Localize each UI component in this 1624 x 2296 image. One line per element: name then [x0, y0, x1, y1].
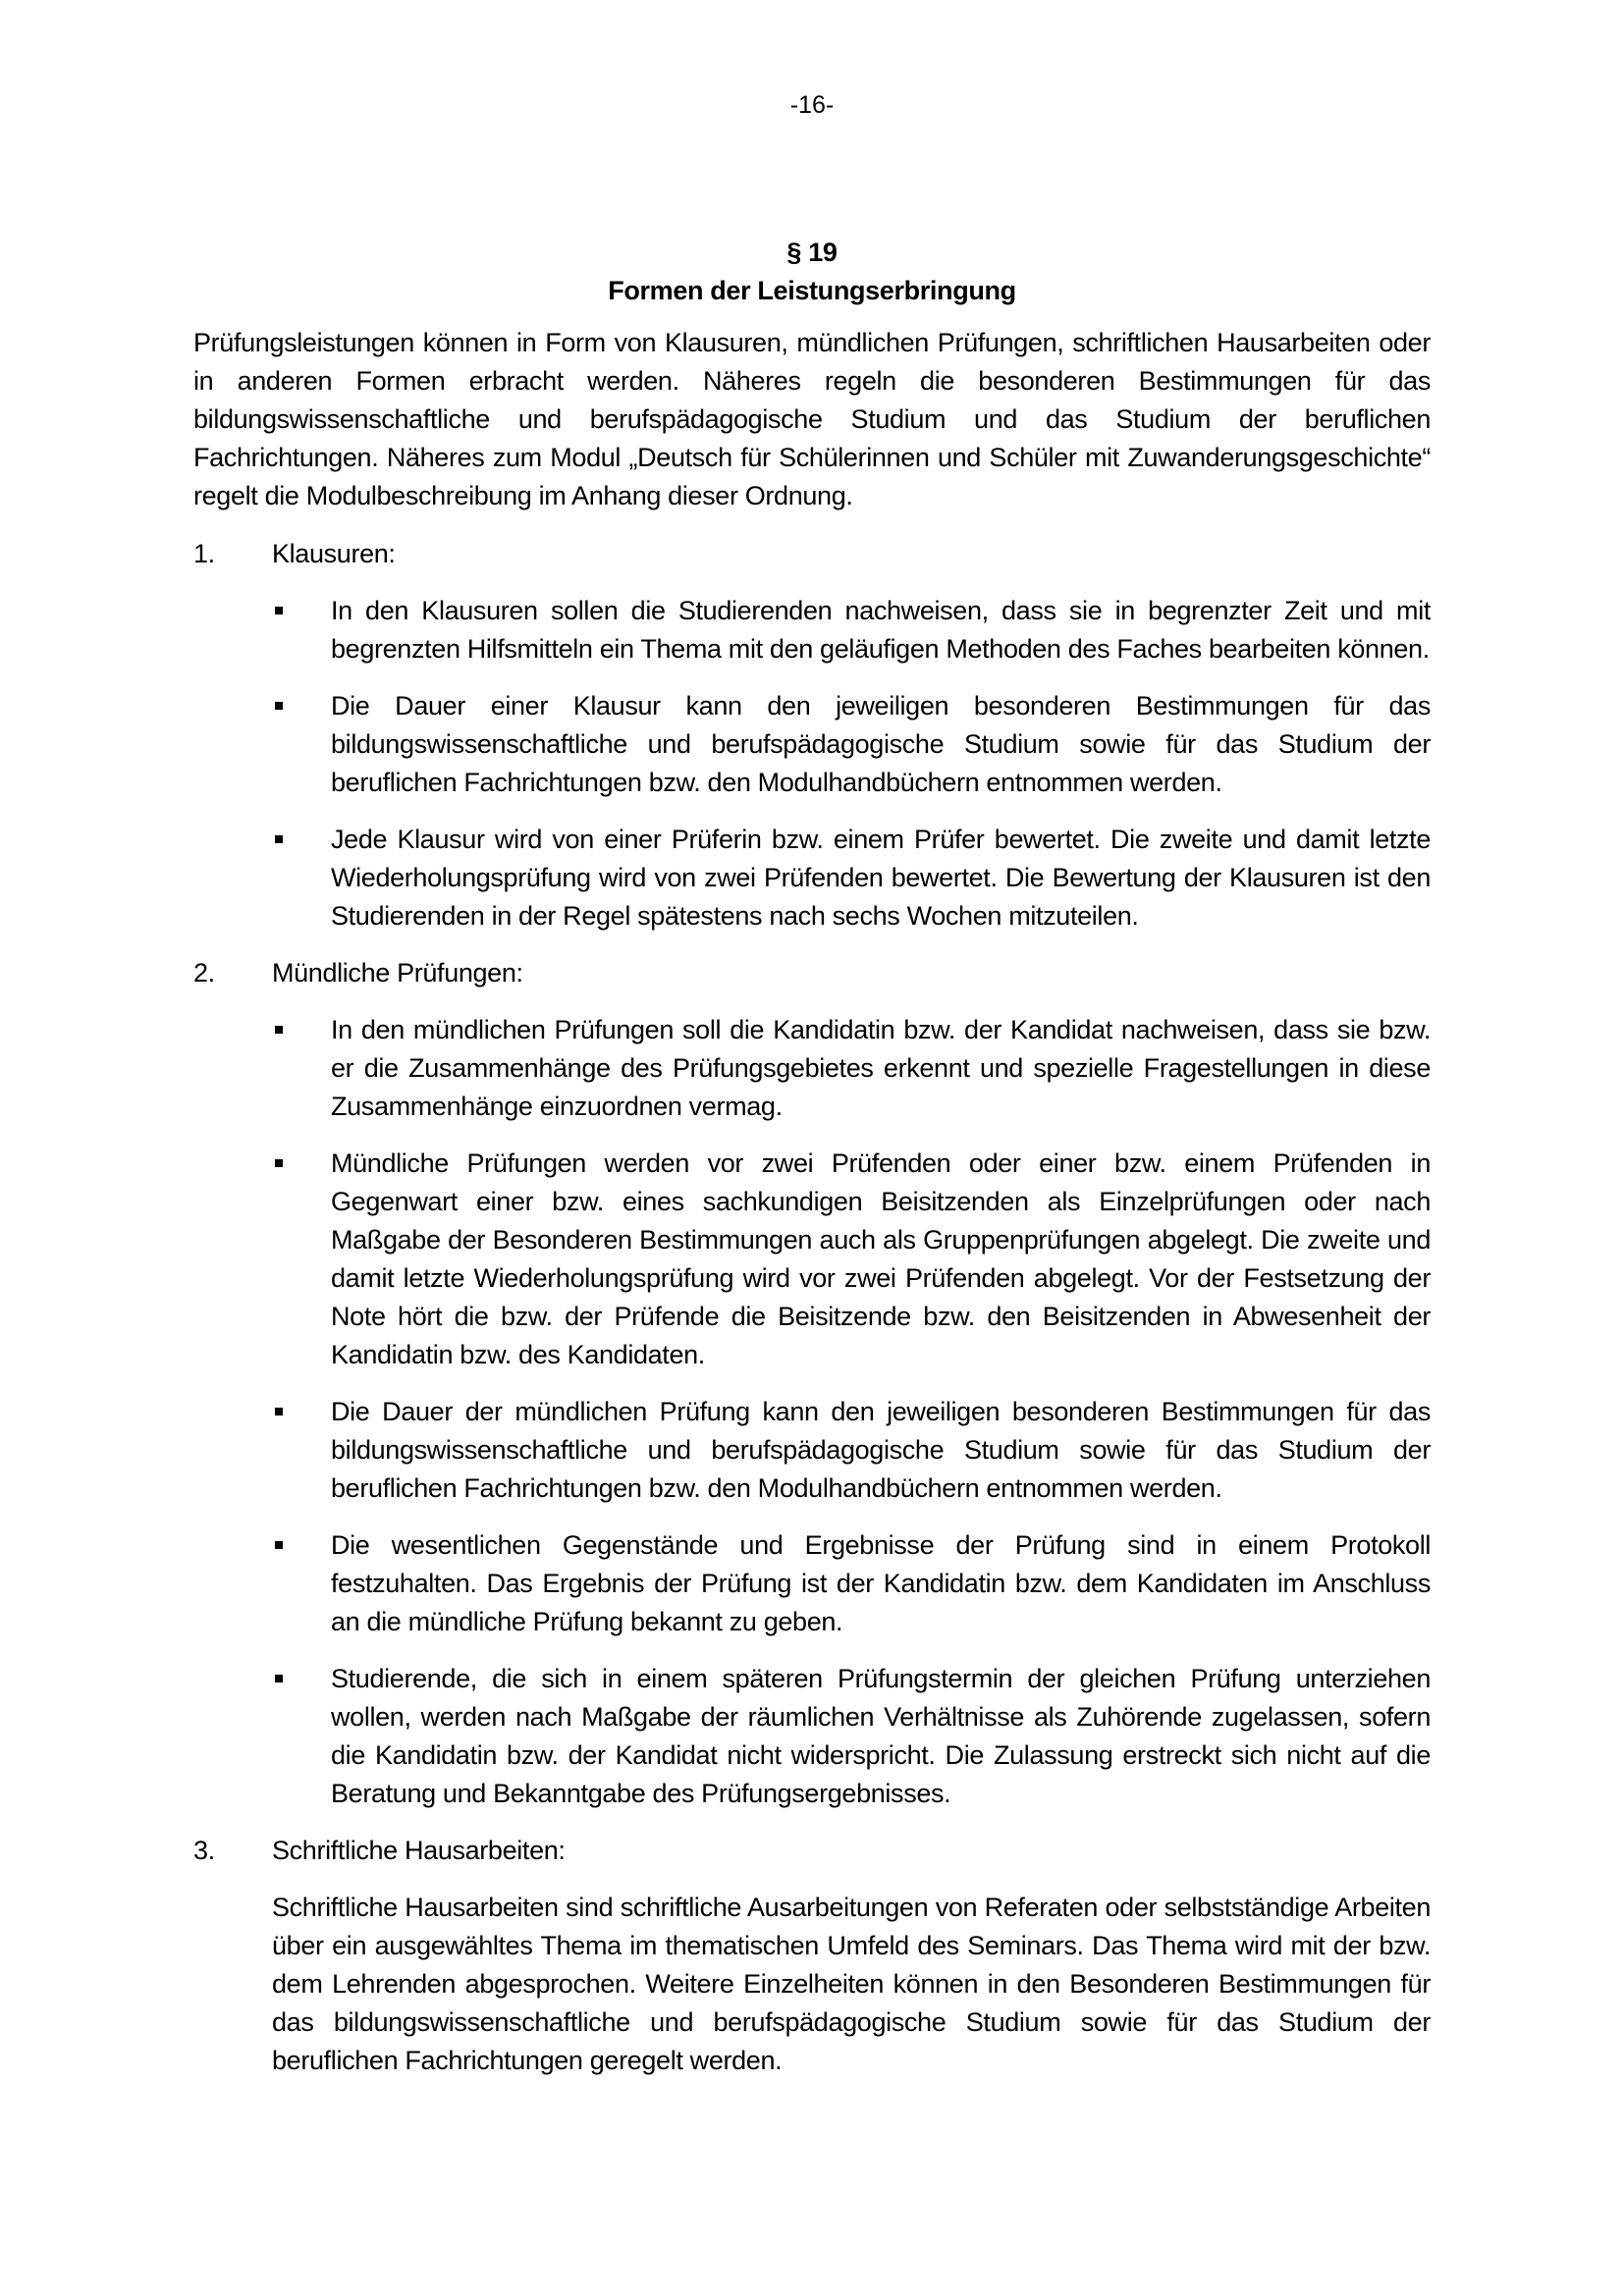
- square-bullet-icon: [272, 687, 292, 725]
- list-item-text: Jede Klausur wird von einer Prüferin bzw. einem Prüfer bewertet. Die zweite und damit letzte Wiederholungsprüfung wird von zwei Prüfenden bewertet. Die Bewertung der Klausuren ist den Studierenden in der Regel spätestens nach sechs Wochen mitzuteilen.: [331, 825, 1431, 931]
- section-muendliche-pruefungen-list: [193, 1011, 1431, 1813]
- section-number: 1.: [193, 539, 215, 568]
- section-hausarbeiten-body: Schriftliche Hausarbeiten sind schriftliche Ausarbeitungen von Referaten oder selbstständige Arbeiten über ein ausgewähltes Thema im thematischen Umfeld des Seminars. Das Thema wird mit der bzw. dem Lehrenden abgesprochen. Weitere Einzelheiten können in den Besonderen Bestimmungen für das bildungswissenschaftliche und berufspädagogische Studium sowie für das Studium der beruflichen Fachrichtungen geregelt werden.: [272, 1893, 1431, 2075]
- section-muendliche-pruefungen-title: [193, 954, 1431, 992]
- section-label: Klausuren:: [272, 539, 396, 568]
- document-body: [193, 234, 1431, 2080]
- square-bullet-icon: [272, 821, 292, 859]
- square-bullet-icon: [272, 1011, 292, 1049]
- list-item-text: Die Dauer einer Klausur kann den jeweiligen besonderen Bestimmungen für das bildungswissenschaftliche und berufspädagogische Studium sowie für das Studium der beruflichen Fachrichtungen bzw. den Modulhandbüchern entnommen werden.: [331, 691, 1431, 797]
- list-item-text: Mündliche Prüfungen werden vor zwei Prüfenden oder einer bzw. einem Prüfenden in Gegenwart einer bzw. eines sachkundigen Beisitzenden als Einzelprüfungen oder nach Maßgabe der Besonderen Bestimmungen auch als Gruppenprüfungen abgelegt. Die zweite und damit letzte Wiederholungsprüfung wird vor zwei Prüfenden abgelegt. Vor der Festsetzung der Note hört die bzw. der Prüfende die Beisitzende bzw. den Beisitzenden in Abwesenheit der Kandidatin bzw. des Kandidaten.: [331, 1148, 1431, 1369]
- square-bullet-icon: [272, 1526, 292, 1565]
- list-item-text: Die wesentlichen Gegenstände und Ergebnisse der Prüfung sind in einem Protokoll festzuhalten. Das Ergebnis der Prüfung ist der Kandidatin bzw. dem Kandidaten im Anschluss an die mündliche Prüfung bekannt zu geben.: [331, 1530, 1431, 1636]
- paragraph-title: Formen der Leistungserbringung: [608, 276, 1016, 305]
- list-item-text: Die Dauer der mündlichen Prüfung kann den jeweiligen besonderen Bestimmungen für das bildungswissenschaftliche und berufspädagogische Studium sowie für das Studium der beruflichen Fachrichtungen bzw. den Modulhandbüchern entnommen werden.: [331, 1397, 1431, 1503]
- paragraph-number: § 19: [786, 238, 838, 267]
- list-item-text: In den Klausuren sollen die Studierenden nachweisen, dass sie in begrenzter Zeit und mit begrenzten Hilfsmitteln ein Thema mit den geläufigen Methoden des Faches bearbeiten können.: [331, 596, 1431, 664]
- list-item: [331, 1660, 1431, 1813]
- page-number: -16-: [789, 91, 835, 119]
- square-bullet-icon: [272, 592, 292, 630]
- section-heading: [193, 234, 1431, 310]
- list-item: [331, 1526, 1431, 1641]
- section-label: Schriftliche Hausarbeiten:: [272, 1836, 566, 1865]
- list-item: [331, 1393, 1431, 1508]
- list-item: [331, 821, 1431, 935]
- list-item: [331, 1011, 1431, 1126]
- section-number: 3.: [193, 1836, 215, 1865]
- list-item: [331, 1145, 1431, 1374]
- list-item: [331, 592, 1431, 668]
- section-number: 2.: [193, 958, 215, 988]
- list-item-text: In den mündlichen Prüfungen soll die Kandidatin bzw. der Kandidat nachweisen, dass sie bzw. er die Zusammenhänge des Prüfungsgebietes erkennt und spezielle Fragestellungen in diese Zusammenhänge einzuordnen vermag.: [331, 1015, 1431, 1121]
- intro-paragraph: Prüfungsleistungen können in Form von Klausuren, mündlichen Prüfungen, schriftlichen Hausarbeiten oder in anderen Formen erbracht werden. Näheres regeln die besonderen Bestimmungen für das bildungswissenschaftliche und berufspädagogische Studium und das Studium der beruflichen Fachrichtungen. Näheres zum Modul „Deutsch für Schülerinnen und Schüler mit Zuwanderungsgeschichte“ regelt die Modulbeschreibung im Anhang dieser Ordnung.: [193, 328, 1431, 510]
- square-bullet-icon: [272, 1145, 292, 1183]
- section-klausuren-title: [193, 535, 1431, 573]
- section-klausuren-list: [193, 592, 1431, 935]
- square-bullet-icon: [272, 1660, 292, 1698]
- section-hausarbeiten-title: [193, 1832, 1431, 1870]
- square-bullet-icon: [272, 1393, 292, 1431]
- section-label: Mündliche Prüfungen:: [272, 958, 523, 988]
- list-item: [331, 687, 1431, 802]
- list-item-text: Studierende, die sich in einem späteren Prüfungstermin der gleichen Prüfung unterziehen wollen, werden nach Maßgabe der räumlichen Verhältnisse als Zuhörende zugelassen, sofern die Kandidatin bzw. der Kandidat nicht widerspricht. Die Zulassung erstreckt sich nicht auf die Beratung und Bekanntgabe des Prüfungsergebnisses.: [331, 1664, 1431, 1808]
